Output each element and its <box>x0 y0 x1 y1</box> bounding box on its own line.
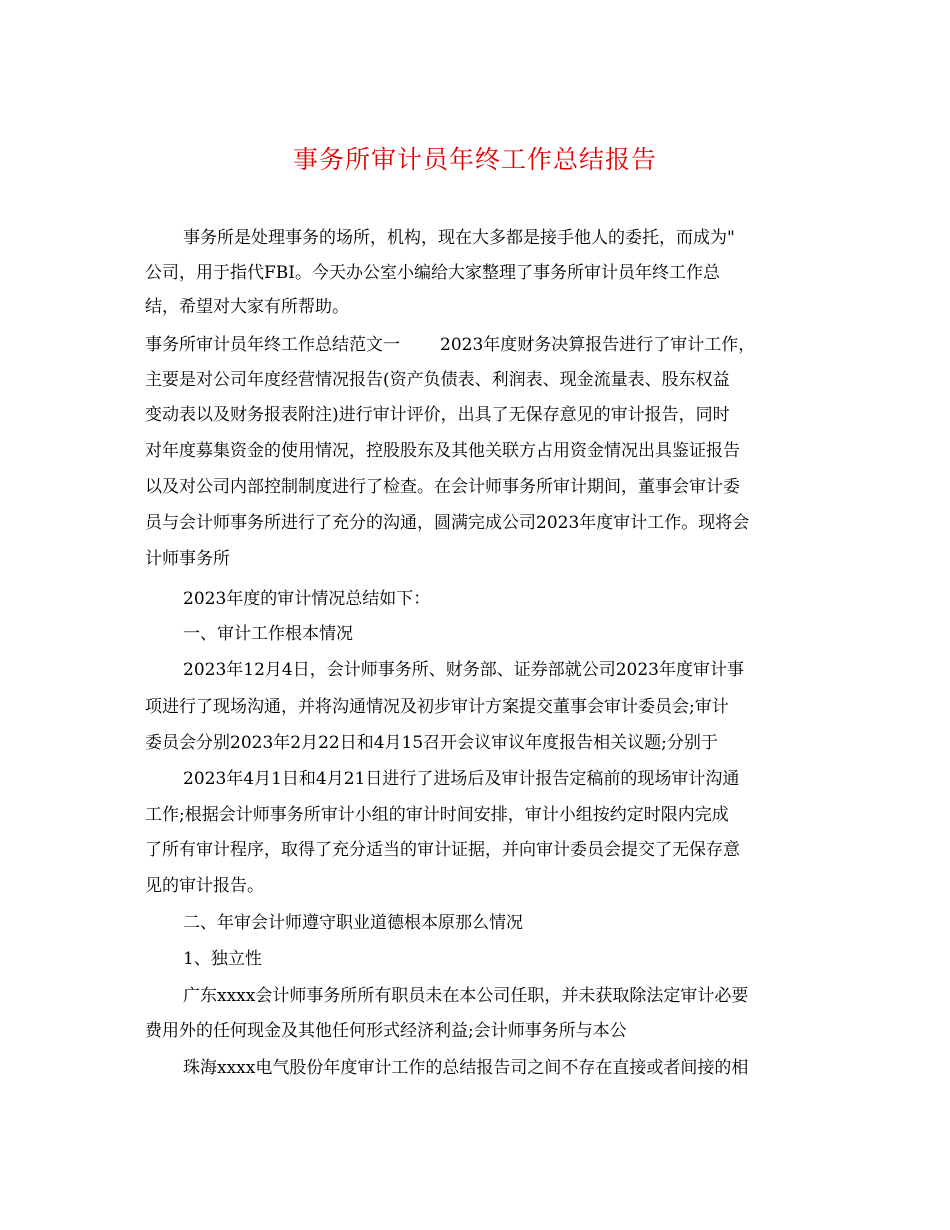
section-heading: 一、审计工作根本情况 <box>183 624 353 644</box>
paragraph-line: 结，希望对大家有所帮助。 <box>145 297 349 317</box>
paragraph-line: 计师事务所 <box>145 549 230 569</box>
paragraph-line: 员与会计师事务所进行了充分的沟通，圆满完成公司2023年度审计工作。现将会 <box>145 513 750 533</box>
paragraph-line: 公司，用于指代FBI。今天办公室小编给大家整理了事务所审计员年终工作总 <box>145 263 721 283</box>
section-heading: 二、年审会计师遵守职业道德根本原那么情况 <box>183 913 523 933</box>
document-title: 事务所审计员年终工作总结报告 <box>292 145 657 174</box>
paragraph-text: 2023年度财务决算报告进行了审计工作， <box>440 335 756 355</box>
paragraph-line: 事务所是处理事务的场所，机构，现在大多都是接手他人的委托，而成为" <box>183 228 735 248</box>
paragraph-line: 对年度募集资金的使用情况，控股股东及其他关联方占用资金情况出具鉴证报告 <box>145 441 740 461</box>
paragraph-line: 2023年度的审计情况总结如下： <box>183 589 431 609</box>
paragraph-line: 主要是对公司年度经营情况报告(资产负债表、利润表、现金流量表、股东权益 <box>145 370 730 390</box>
paragraph-line: 2023年4月1日和4月21日进行了进场后及审计报告定稿前的现场审计沟通 <box>183 769 740 789</box>
paragraph-line: 变动表以及财务报表附注)进行审计评价，出具了无保存意见的审计报告，同时 <box>145 405 730 425</box>
subsection-heading: 1、独立性 <box>183 949 262 969</box>
section-line <box>145 333 815 357</box>
paragraph-line: 见的审计报告。 <box>145 876 264 896</box>
paragraph-line: 珠海xxxx电气股份年度审计工作的总结报告司之间不存在直接或者间接的相 <box>183 1058 749 1078</box>
paragraph-line: 广东xxxx会计师事务所所有职员未在本公司任职，并未获取除法定审计必要 <box>183 986 749 1006</box>
section-heading: 事务所审计员年终工作总结范文一 <box>145 335 400 355</box>
paragraph-line: 以及对公司内部控制制度进行了检查。在会计师事务所审计期间，董事会审计委 <box>145 477 740 497</box>
paragraph-line: 工作;根据会计师事务所审计小组的审计时间安排，审计小组按约定时限内完成 <box>145 805 729 825</box>
paragraph-line: 了所有审计程序，取得了充分适当的审计证据，并向审计委员会提交了无保存意 <box>145 840 740 860</box>
paragraph-line: 2023年12月4日，会计师事务所、财务部、证券部就公司2023年度审计事 <box>183 660 744 680</box>
paragraph-line: 项进行了现场沟通，并将沟通情况及初步审计方案提交董事会审计委员会;审计 <box>145 697 729 717</box>
paragraph-line: 费用外的任何现金及其他任何形式经济利益;会计师事务所与本公 <box>145 1021 627 1041</box>
paragraph-line: 委员会分别2023年2月22日和4月15召开会议审议年度报告相关议题;分别于 <box>145 733 718 753</box>
